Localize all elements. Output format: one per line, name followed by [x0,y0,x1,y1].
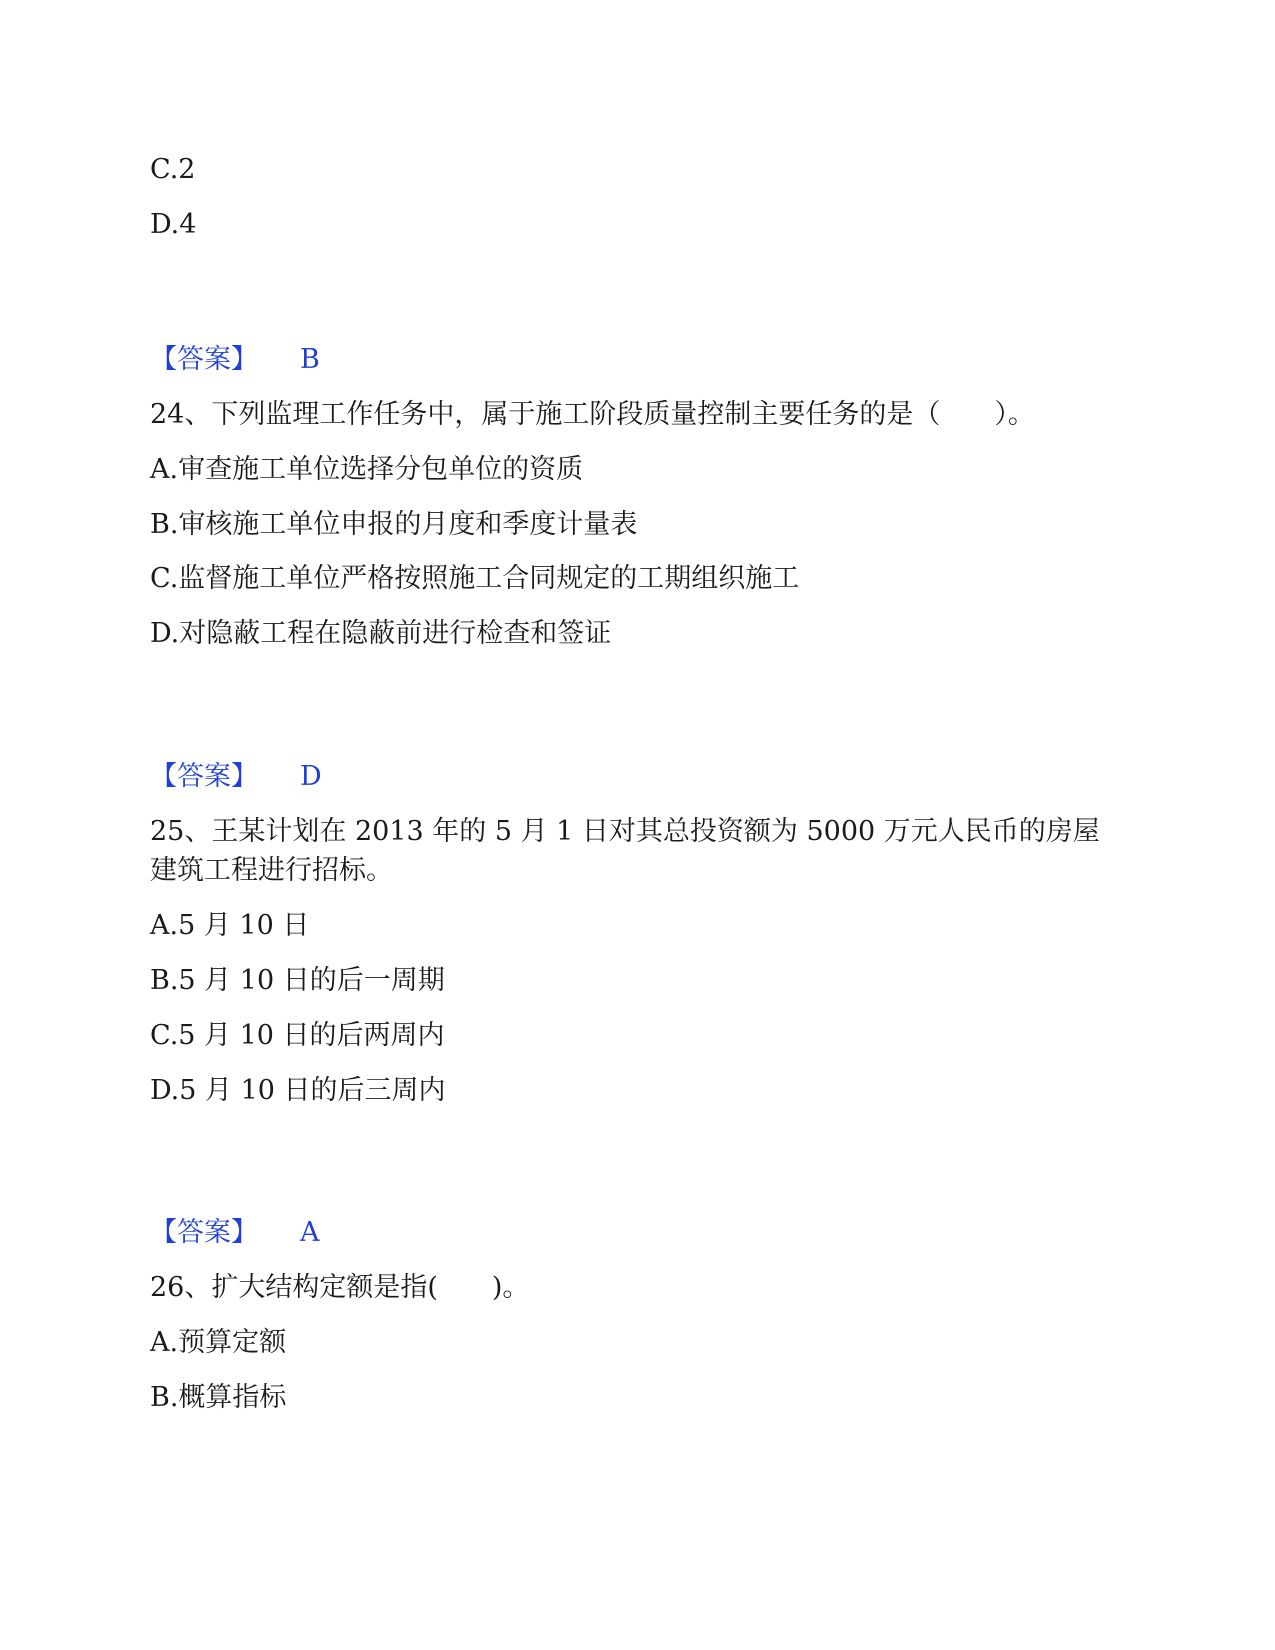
answer-value: B [300,344,320,375]
option-c: C.2 [150,154,196,185]
question-stem-continued: 建筑工程进行招标。 [150,855,393,886]
answer-value: A [300,1217,320,1248]
option-d: D.对隐蔽工程在隐蔽前进行检查和签证 [150,618,612,649]
option-a: A.预算定额 [150,1327,287,1358]
option-b: B.审核施工单位申报的月度和季度计量表 [150,509,638,540]
option-a: A.审查施工单位选择分包单位的资质 [150,454,584,485]
answer-label: 【答案】 [150,761,258,792]
answer-row [150,1213,320,1253]
answer-label: 【答案】 [150,1217,258,1248]
option-c: C.监督施工单位严格按照施工合同规定的工期组织施工 [150,563,800,594]
question-stem: 25、王某计划在 2013 年的 5 月 1 日对其总投资额为 5000 万元人民币的房屋 [150,816,1100,847]
answer-row [150,757,322,797]
option-b: B.概算指标 [150,1382,287,1413]
option-c: C.5 月 10 日的后两周内 [150,1020,445,1051]
option-d: D.4 [150,209,197,240]
answer-row [150,340,320,380]
answer-value: D [300,761,322,792]
question-stem: 24、下列监理工作任务中，属于施工阶段质量控制主要任务的是（ ）。 [150,399,1035,430]
option-a: A.5 月 10 日 [150,910,310,941]
answer-label: 【答案】 [150,344,258,375]
option-d: D.5 月 10 日的后三周内 [150,1075,446,1106]
question-stem: 26、扩大结构定额是指( )。 [150,1272,530,1303]
option-b: B.5 月 10 日的后一周期 [150,965,445,996]
